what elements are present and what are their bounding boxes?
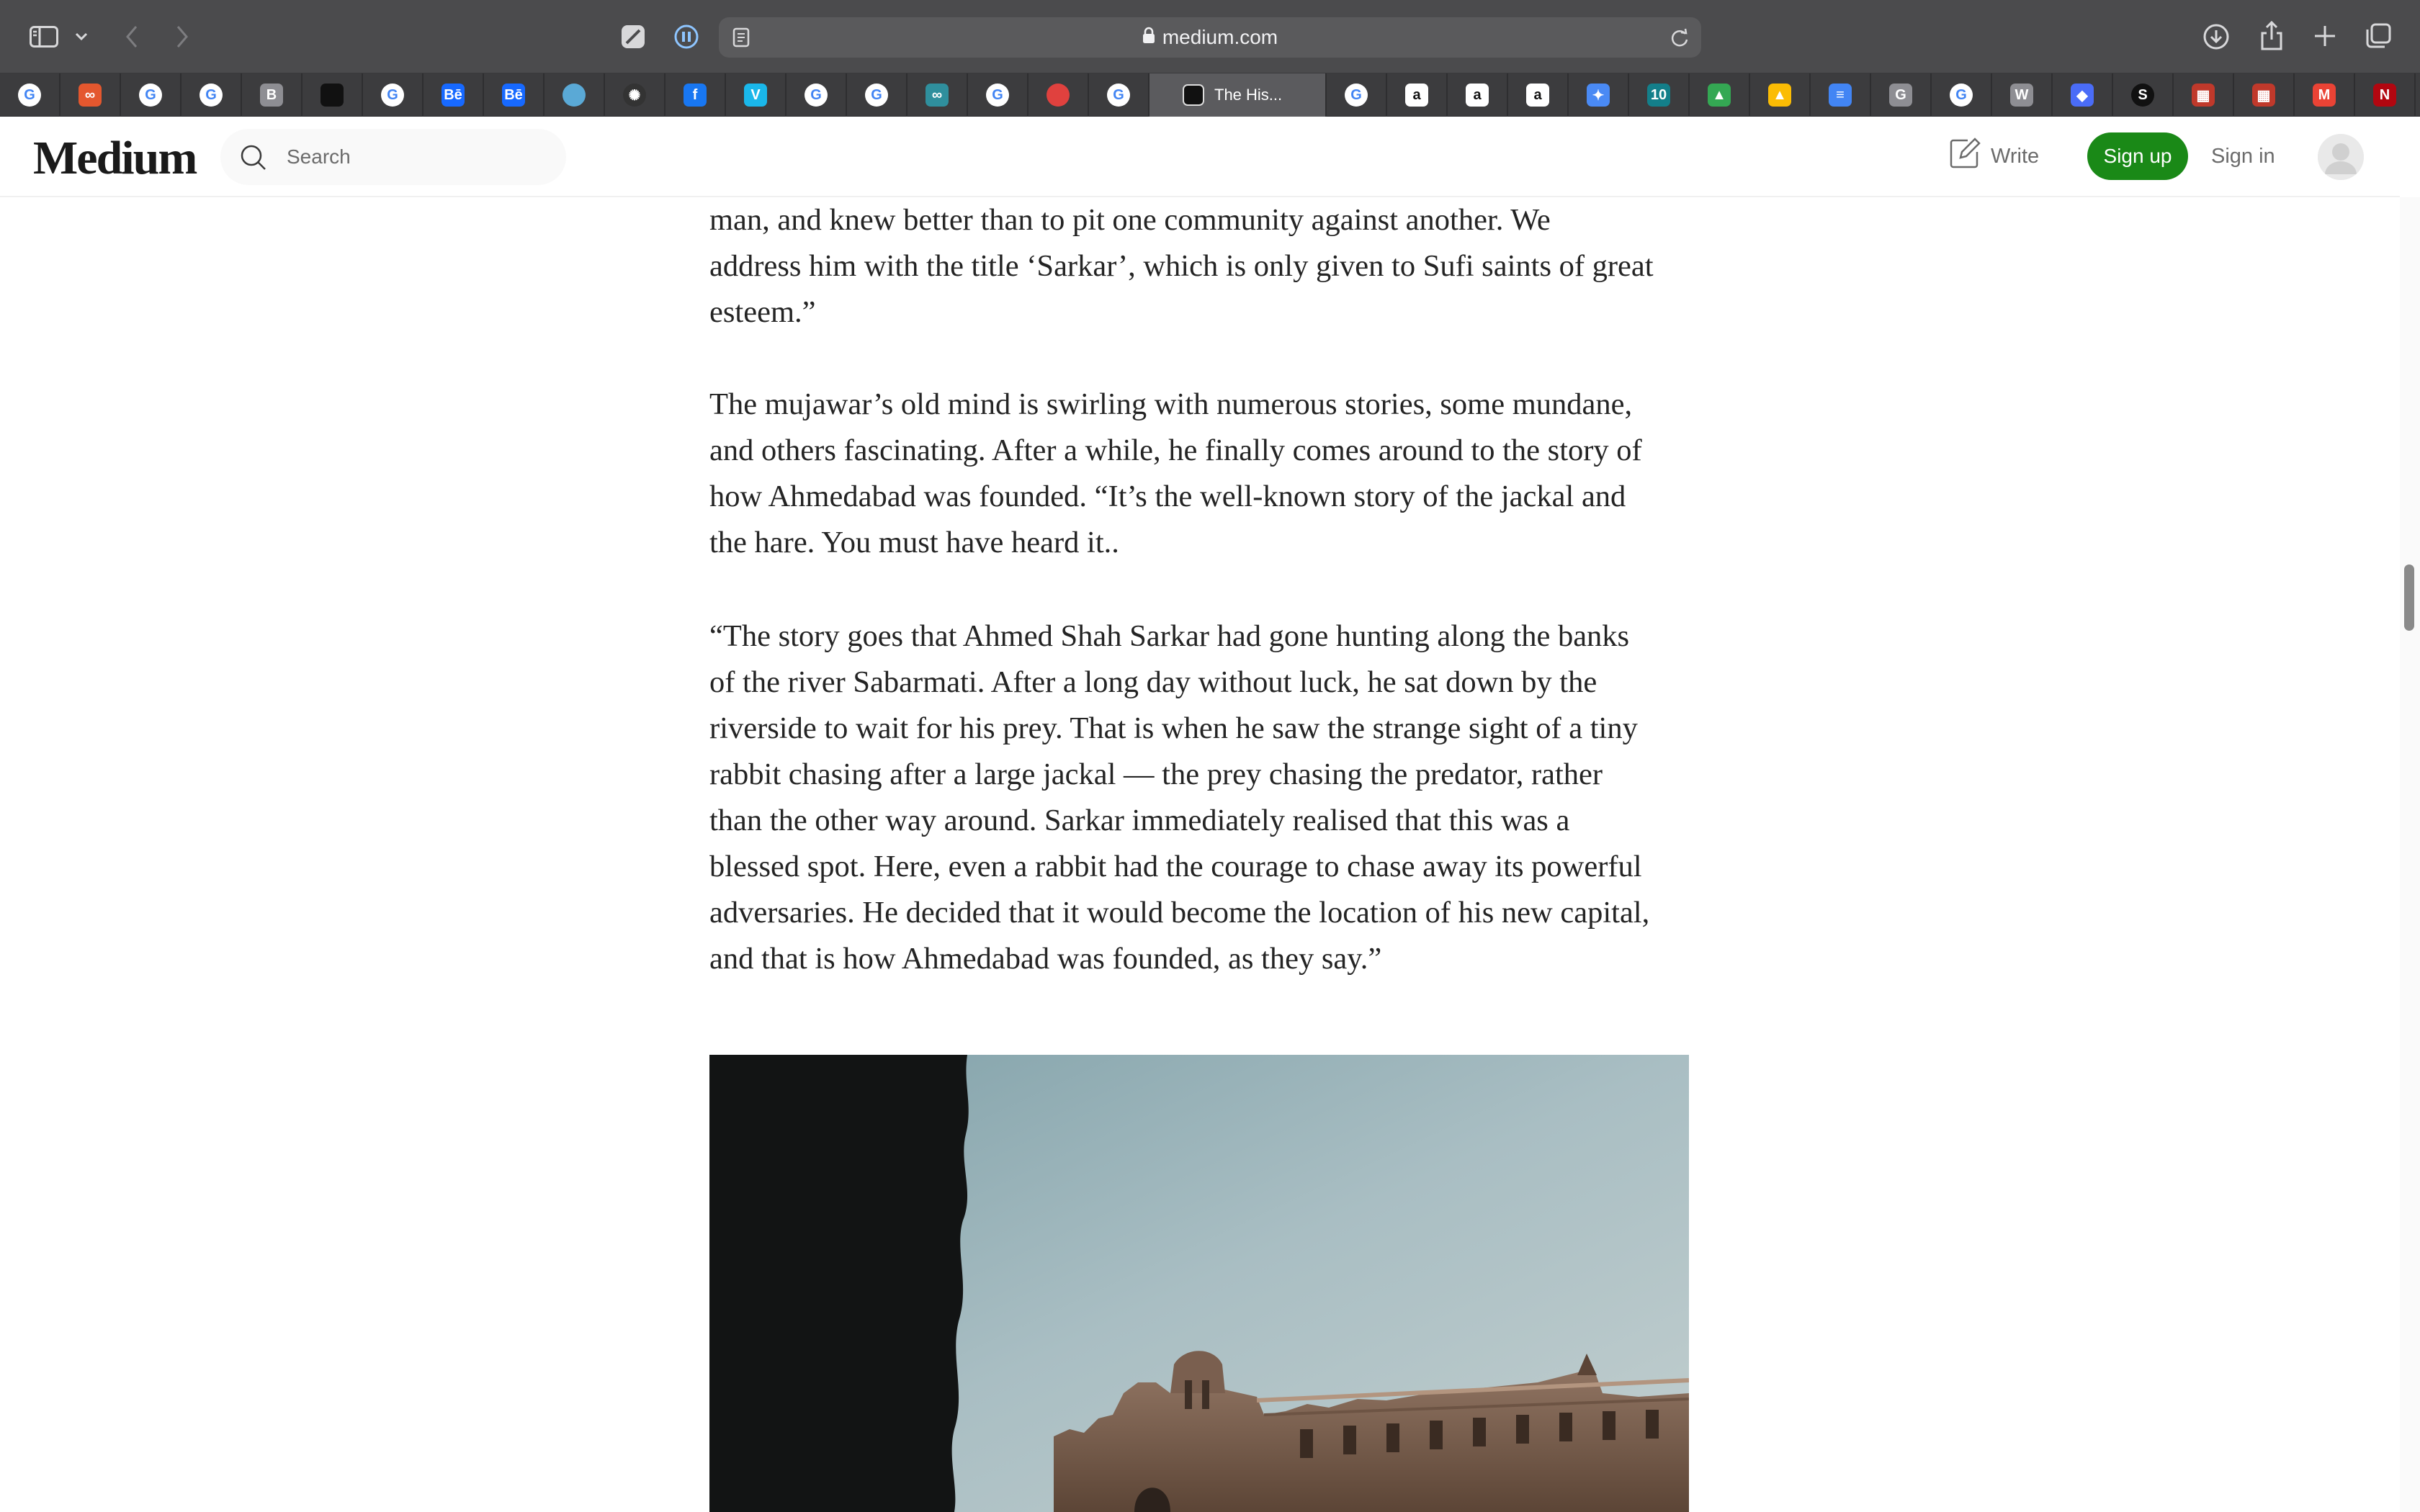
browser-tab[interactable] — [1992, 73, 2053, 117]
google-favicon-icon: G — [381, 84, 404, 107]
browser-tab[interactable] — [2053, 73, 2113, 117]
browser-tab[interactable] — [847, 73, 908, 117]
pause-extension-icon[interactable] — [673, 23, 700, 50]
sign-up-button[interactable]: Sign up — [2087, 132, 2188, 180]
gemini-favicon-icon: ✦ — [1587, 84, 1610, 107]
tab-active[interactable] — [1150, 73, 1327, 117]
browser-tab[interactable] — [424, 73, 484, 117]
amazon-favicon-icon: a — [1526, 84, 1549, 107]
amazon-favicon-icon: a — [1405, 84, 1428, 107]
blue-circle-favicon-icon — [563, 84, 586, 107]
browser-tab[interactable] — [60, 73, 121, 117]
google-favicon-icon: G — [865, 84, 888, 107]
docs-favicon-icon: ≡ — [1829, 84, 1852, 107]
forward-icon[interactable] — [170, 23, 194, 50]
browser-tab[interactable] — [1508, 73, 1569, 117]
google-favicon-icon: G — [139, 84, 162, 107]
google-favicon-icon: G — [1345, 84, 1368, 107]
reload-icon[interactable] — [1668, 27, 1691, 50]
browser-tab[interactable] — [2174, 73, 2234, 117]
browser-tab[interactable] — [2295, 73, 2355, 117]
browser-tab[interactable] — [1569, 73, 1629, 117]
browser-tab[interactable] — [1871, 73, 1932, 117]
sign-in-link[interactable]: Sign in — [2211, 144, 2275, 168]
browser-tab[interactable] — [1089, 73, 1150, 117]
browser-tab[interactable] — [0, 73, 60, 117]
write-icon — [1949, 138, 1981, 175]
drive-favicon-icon: ▲ — [1768, 84, 1791, 107]
url-display[interactable] — [719, 17, 1701, 58]
browser-tab[interactable] — [302, 73, 363, 117]
share-icon[interactable] — [2257, 19, 2286, 52]
amazon-favicon-icon: a — [1466, 84, 1489, 107]
active-favicon-icon — [1183, 84, 1204, 106]
new-tab-icon[interactable] — [2311, 22, 2339, 50]
scrollbar-track[interactable] — [2400, 197, 2420, 1512]
paragraph: man, and knew better than to pit one community against another. We address him with the title ‘Sarkar’, which is only given to Sufi saints of great esteem.” — [709, 203, 1654, 329]
browser-tab[interactable] — [182, 73, 242, 117]
browser-tab[interactable] — [786, 73, 847, 117]
write-label: Write — [1991, 144, 2040, 168]
browser-tab[interactable] — [1028, 73, 1089, 117]
shield-blue-favicon-icon: ◆ — [2071, 84, 2094, 107]
scrollbar-thumb[interactable] — [2404, 564, 2414, 631]
search-input[interactable] — [287, 139, 546, 175]
browser-tab[interactable] — [666, 73, 726, 117]
tab-title: The His... — [1214, 86, 1283, 104]
ten-favicon-icon: 10 — [1647, 84, 1670, 107]
g-gray-favicon-icon: G — [1889, 84, 1912, 107]
vimeo-favicon-icon: V — [744, 84, 767, 107]
site-header — [0, 117, 2400, 197]
browser-tab[interactable] — [121, 73, 182, 117]
red-oval-favicon-icon — [1047, 84, 1070, 107]
browser-tab[interactable] — [2113, 73, 2174, 117]
gmail-favicon-icon: M — [2313, 84, 2336, 107]
browser-tab[interactable] — [2355, 73, 2416, 117]
browser-tab[interactable] — [605, 73, 666, 117]
lock-icon — [1142, 26, 1155, 49]
browser-tab[interactable] — [1811, 73, 1871, 117]
browser-tab[interactable] — [242, 73, 302, 117]
download-icon[interactable] — [2201, 22, 2231, 52]
behance-favicon-icon: Bē — [502, 84, 525, 107]
monument-photo — [709, 1055, 1689, 1512]
google-favicon-icon: G — [1107, 84, 1130, 107]
infinity-red-favicon-icon: ∞ — [79, 84, 102, 107]
paragraph: The mujawar’s old mind is swirling with numerous stories, some mundane, and others fascinating. After a while, he finally comes around to the story of how Ahmedabad was founded. “It’s the well-known story of the jackal and the hare. You must have heard it.. — [709, 387, 1642, 559]
paragraph: “The story goes that Ahmed Shah Sarkar had gone hunting along the banks of the river Sabarmati. After a long day without luck, he sat down by the riverside to wait for his prey. That is when he saw the strange sight of a tiny rabbit chasing after a large jackal — the prey chasing the predator, rather than the other way around. Sarkar immediately realised that this was a blessed spot. Here, even a rabbit had the courage to chase away its powerful adversaries. He decided that it would become the location of his new capital, and that is how Ahmedabad was founded, as they say.” — [709, 619, 1650, 976]
b-gray-favicon-icon: B — [260, 84, 283, 107]
red-pattern-favicon-icon: ▦ — [2192, 84, 2215, 107]
netflix-favicon-icon: N — [2373, 84, 2396, 107]
extension-icon[interactable] — [619, 23, 647, 50]
browser-tab[interactable] — [1448, 73, 1508, 117]
sidebar-icon[interactable] — [29, 24, 59, 49]
w-gray-favicon-icon: W — [2010, 84, 2033, 107]
google-favicon-icon: G — [986, 84, 1009, 107]
browser-tab[interactable] — [2234, 73, 2295, 117]
browser-tab[interactable] — [1327, 73, 1387, 117]
drive-favicon-icon: ▲ — [1708, 84, 1731, 107]
google-favicon-icon: G — [1950, 84, 1973, 107]
browser-tab[interactable] — [968, 73, 1028, 117]
browser-tab[interactable] — [1932, 73, 1992, 117]
write-button[interactable] — [1949, 138, 2039, 174]
address-bar[interactable] — [719, 17, 1701, 58]
s-circle-favicon-icon: S — [2131, 84, 2154, 107]
behance-favicon-icon: Bē — [442, 84, 465, 107]
browser-tab[interactable] — [908, 73, 968, 117]
browser-tab[interactable] — [1750, 73, 1811, 117]
browser-tab[interactable] — [363, 73, 424, 117]
facebook-favicon-icon: f — [684, 84, 707, 107]
medium-logo[interactable]: Medium — [33, 132, 197, 184]
browser-tab[interactable] — [544, 73, 605, 117]
black-square-favicon-icon — [321, 84, 344, 107]
google-favicon-icon: G — [200, 84, 223, 107]
back-icon[interactable] — [120, 23, 144, 50]
article-image — [709, 1055, 1689, 1512]
tab-overview-icon[interactable] — [2364, 22, 2393, 50]
browser-tab[interactable] — [1690, 73, 1750, 117]
avatar[interactable] — [2318, 134, 2364, 180]
infinity-teal-favicon-icon: ∞ — [926, 84, 949, 107]
search-icon — [238, 142, 269, 177]
openai-favicon-icon: ✺ — [623, 84, 646, 107]
browser-tab[interactable] — [1629, 73, 1690, 117]
browser-tab[interactable] — [1387, 73, 1448, 117]
tab-bar — [0, 73, 2420, 117]
browser-toolbar — [0, 0, 2420, 73]
chevron-down-icon[interactable] — [72, 27, 91, 46]
browser-tab[interactable] — [484, 73, 544, 117]
search-box[interactable] — [220, 129, 566, 185]
red-pattern-favicon-icon: ▦ — [2252, 84, 2275, 107]
url-text: medium.com — [1162, 26, 1278, 48]
google-favicon-icon: G — [805, 84, 828, 107]
browser-tab[interactable] — [726, 73, 786, 117]
google-favicon-icon: G — [18, 84, 41, 107]
